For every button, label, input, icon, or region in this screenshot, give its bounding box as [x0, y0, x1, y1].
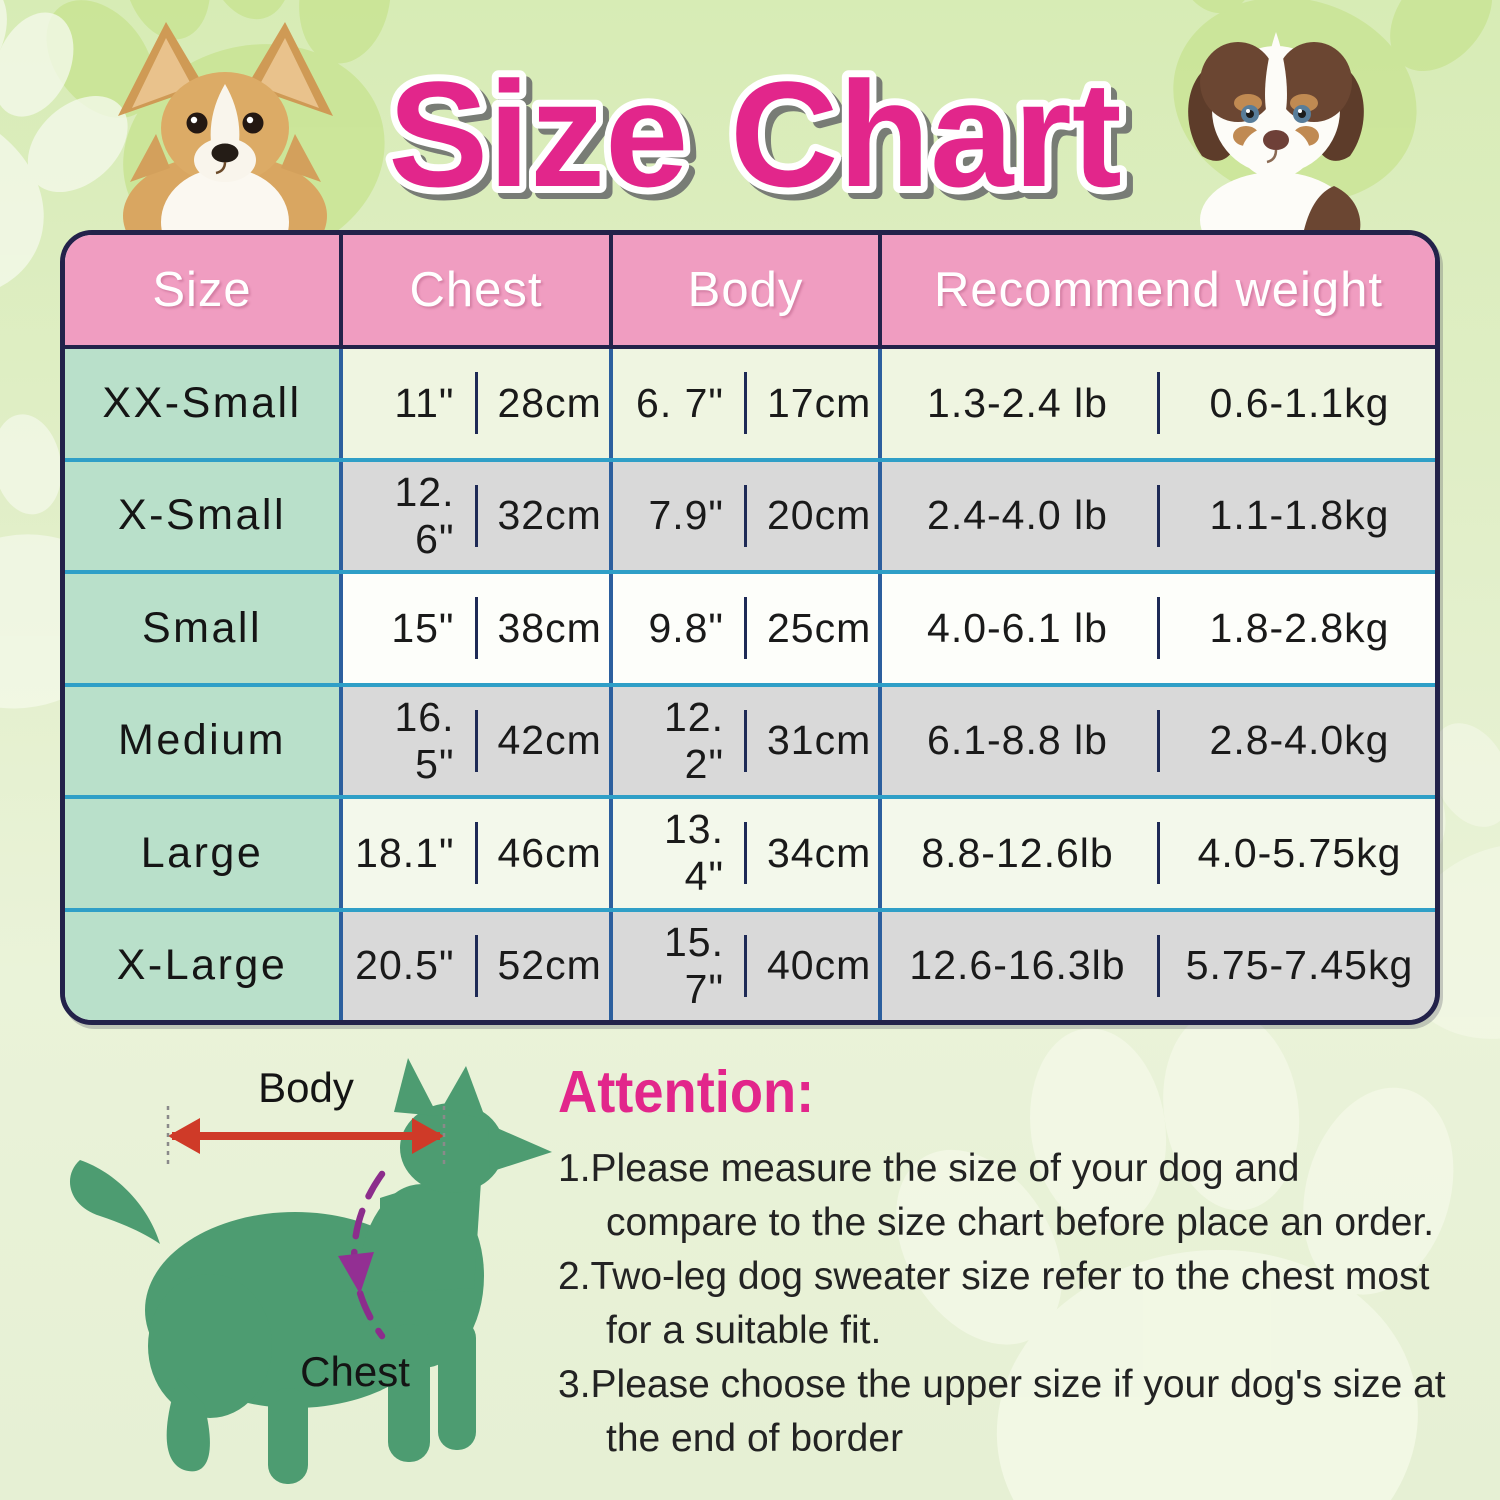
chest-cm: 38cm — [497, 604, 602, 651]
body-cell — [609, 462, 878, 571]
size-label: Medium — [118, 716, 286, 765]
attention-item: 3.Please choose the upper size if your dog's size at the end of border — [558, 1363, 1446, 1460]
size-cell — [65, 462, 339, 571]
attention-item: 1.Please measure the size of your dog and compare to the size chart before place an order. — [558, 1147, 1435, 1244]
size-label: X-Large — [116, 941, 288, 990]
body-cell — [609, 912, 878, 1021]
weight-lb: 8.8-12.6lb — [921, 829, 1114, 876]
body-cm: 31cm — [767, 717, 872, 764]
body-cell — [609, 574, 878, 683]
weight-cell — [878, 912, 1435, 1021]
size-label: X-Small — [117, 491, 287, 540]
weight-cell — [878, 687, 1435, 796]
table-row — [65, 795, 1435, 908]
column-header-chest — [339, 235, 609, 345]
size-label: Large — [140, 828, 264, 877]
chest-cm: 46cm — [497, 829, 602, 876]
column-header-weight — [878, 235, 1435, 345]
chest-cm: 42cm — [497, 717, 602, 764]
dog-silhouette — [70, 1058, 552, 1484]
table-row — [65, 458, 1435, 571]
size-cell — [65, 912, 339, 1021]
page-title-text: Size Chart — [388, 50, 1122, 218]
body-inches: 9.8" — [648, 604, 724, 651]
column-header-size — [65, 235, 339, 345]
size-table — [60, 230, 1440, 1025]
chest-cm: 28cm — [497, 379, 602, 426]
weight-kg: 4.0-5.75kg — [1197, 829, 1402, 876]
body-cm: 40cm — [767, 942, 872, 989]
weight-kg: 5.75-7.45kg — [1185, 942, 1414, 989]
puppy-photo — [1176, 6, 1376, 230]
body-cell — [609, 687, 878, 796]
attention-item: 2.Two-leg dog sweater size refer to the chest most for a suitable fit. — [558, 1255, 1430, 1352]
size-label: Small — [141, 603, 263, 652]
chest-cell — [339, 912, 609, 1021]
body-inches: 6. 7" — [636, 379, 724, 426]
chihuahua-photo — [108, 16, 343, 230]
body-cm: 34cm — [767, 829, 872, 876]
weight-kg: 0.6-1.1kg — [1209, 379, 1390, 426]
size-cell — [65, 349, 339, 458]
weight-lb: 12.6-16.3lb — [909, 942, 1126, 989]
chest-inches: 15" — [391, 604, 455, 651]
size-label: XX-Small — [102, 378, 302, 427]
weight-lb: 1.3-2.4 lb — [927, 379, 1108, 426]
size-cell — [65, 799, 339, 908]
column-header-label: Body — [687, 263, 804, 317]
measurement-diagram — [50, 1048, 595, 1500]
chest-label: Chest — [300, 1348, 410, 1395]
body-inches: 7.9" — [648, 492, 724, 539]
chest-inches: 12. 6" — [394, 468, 455, 562]
weight-cell — [878, 574, 1435, 683]
weight-cell — [878, 349, 1435, 458]
body-inches: 12. 2" — [664, 693, 724, 787]
chest-cm: 32cm — [497, 492, 602, 539]
table-row — [65, 908, 1435, 1021]
page-title — [350, 44, 1160, 229]
body-cm: 17cm — [767, 379, 872, 426]
column-header-label: Recommend weight — [933, 263, 1384, 317]
weight-cell — [878, 462, 1435, 571]
chest-inches: 18.1" — [355, 829, 455, 876]
body-cell — [609, 349, 878, 458]
table-row — [65, 570, 1435, 683]
chest-cell — [339, 799, 609, 908]
weight-lb: 2.4-4.0 lb — [927, 492, 1108, 539]
body-cell — [609, 799, 878, 908]
weight-lb: 6.1-8.8 lb — [927, 717, 1108, 764]
chest-inches: 16. 5" — [394, 693, 455, 787]
size-cell — [65, 687, 339, 796]
body-cm: 20cm — [767, 492, 872, 539]
table-header-row — [65, 235, 1435, 345]
body-label: Body — [258, 1064, 354, 1111]
body-inches: 15. 7" — [664, 918, 724, 1012]
size-cell — [65, 574, 339, 683]
weight-lb: 4.0-6.1 lb — [927, 604, 1108, 651]
column-header-label: Size — [152, 263, 252, 317]
weight-kg: 1.8-2.8kg — [1209, 604, 1390, 651]
chest-cm: 52cm — [497, 942, 602, 989]
weight-kg: 1.1-1.8kg — [1209, 492, 1390, 539]
attention-heading: Attention: — [558, 1059, 815, 1125]
column-header-body — [609, 235, 878, 345]
chest-inches: 11" — [394, 379, 455, 426]
weight-kg: 2.8-4.0kg — [1209, 717, 1390, 764]
chest-cell — [339, 574, 609, 683]
chest-inches: 20.5" — [355, 942, 455, 989]
body-cm: 25cm — [767, 604, 872, 651]
weight-cell — [878, 799, 1435, 908]
dog-silhouette-diagram — [50, 1048, 595, 1500]
column-header-label: Chest — [409, 263, 543, 317]
table-row — [65, 345, 1435, 458]
table-row — [65, 683, 1435, 796]
body-inches: 13. 4" — [664, 806, 724, 900]
chest-cell — [339, 687, 609, 796]
chest-cell — [339, 349, 609, 458]
attention-section — [558, 1058, 1458, 1466]
chest-cell — [339, 462, 609, 571]
